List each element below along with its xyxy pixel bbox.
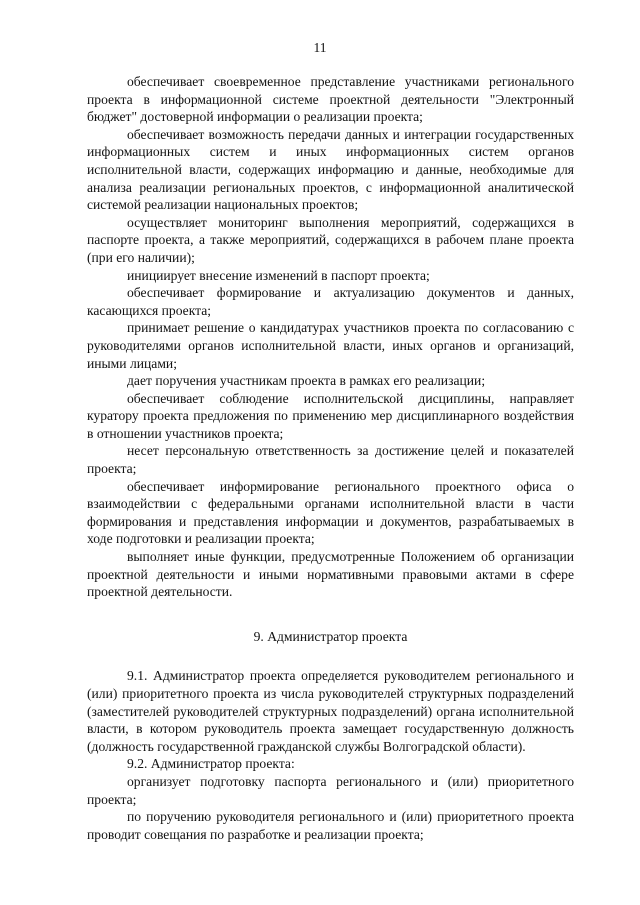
paragraph: осуществляет мониторинг выполнения мероприятий, содержащихся в паспорте проекта, а также мероприятий, содержащихся в рабочем плане проекта (при его наличии); [87, 214, 574, 265]
paragraph: несет персональную ответственность за достижение целей и показателей проекта; [87, 443, 574, 477]
paragraph: выполняет иные функции, предусмотренные Положением об организации проектной деятельности и иными нормативными правовыми актами в сфере проектной деятельности. [87, 549, 574, 600]
paragraph: обеспечивает соблюдение исполнительской дисциплины, направляет куратору проекта предложения по применению мер дисциплинарного воздействия в отношении участников проекта; [87, 390, 574, 441]
paragraph: обеспечивает своевременное представление участниками регионального проекта в информационной системе проектной деятельности "Электронный бюджет" достоверной информации о реализации проекта; [87, 74, 574, 125]
document-body [87, 73, 574, 843]
paragraph: дает поручения участникам проекта в рамках его реализации; [127, 373, 486, 389]
page-number: 11 [313, 40, 327, 55]
paragraph: по поручению руководителя регионального и (или) приоритетного проекта проводит совещания по разработке и реализации проекта; [87, 809, 574, 842]
paragraph: инициирует внесение изменений в паспорт проекта; [127, 267, 430, 283]
paragraph: 9.1. Администратор проекта определяется руководителем регионального и (или) приоритетного проекта из числа руководителей структурных подразделений (заместителей руководителей структурных подразделений) органа исполнительной власти, в котором руководитель проекта замещает государственную должность (должность государственной гражданской службы Волгоградской области). [87, 668, 574, 754]
paragraph: обеспечивает информирование регионального проектного офиса о взаимодействии с федеральными органами исполнительной власти в части формирования и представления информации и документов, разрабатываемых в ходе подготовки и реализации проекта; [87, 478, 574, 547]
section-heading: 9. Администратор проекта [253, 628, 408, 644]
paragraph: 9.2. Администратор проекта: [127, 756, 295, 772]
paragraph: обеспечивает возможность передачи данных и интеграции государственных информационных систем и иных информационных систем органов исполнительной власти, содержащих информацию и данные, необходимые для анализа реализации региональных проектов, с информационной аналитической системой реализации национальных проектов; [87, 126, 574, 213]
paragraph: организует подготовку паспорта регионального и (или) приоритетного проекта; [87, 773, 574, 807]
paragraph: принимает решение о кандидатурах участников проекта по согласованию с руководителями органов исполнительной власти, иных органов и организаций, иными лицами; [87, 320, 574, 371]
paragraph: обеспечивает формирование и актуализацию документов и данных, касающихся проекта; [87, 285, 574, 318]
